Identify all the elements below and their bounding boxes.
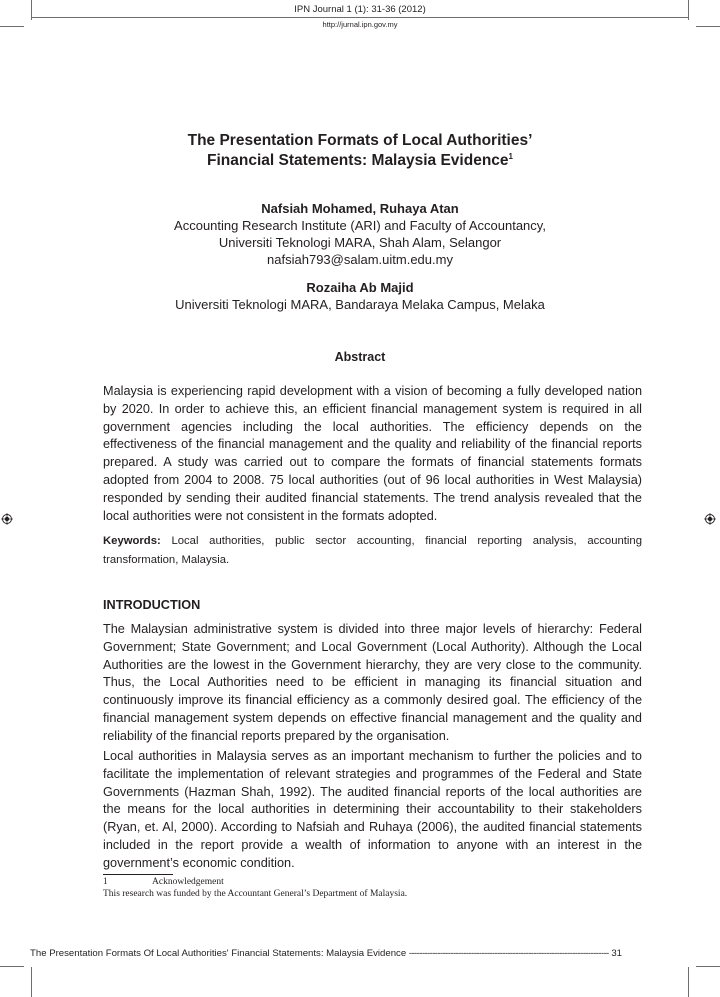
abstract-heading: Abstract [334, 350, 386, 364]
keywords-text: Local authorities, public sector accounting, financial reporting analysis, accounting transformation, Malaysia. [103, 535, 642, 566]
registration-mark-left-icon [1, 513, 13, 525]
title-line-1: The Presentation Formats of Local Authorities’ [187, 132, 533, 149]
footer-running-title: The Presentation Formats Of Local Authorities' Financial Statements: Malaysia Evidence [30, 948, 407, 959]
introduction-paragraph-2: Local authorities in Malaysia serves as an important mechanism to further the policies and to facilitate the implementation of relevant strategies and programmes of the Federal and State Governments (Hazman Shah, 1992). The audited financial reports of the local authorities are the means for the local authorities in determining their accountability to their stakeholders (Ryan, et. Al, 2000). According to Nafsiah and Ruhaya (2006), the audited financial statements included in the report provide a wealth of information to anyone with an interest in the government’s economic condition. [103, 749, 642, 870]
introduction-heading: INTRODUCTION [103, 598, 201, 612]
page-footer [30, 948, 692, 959]
keywords-label: Keywords: [103, 535, 161, 547]
footer-leader: ----------------------------------------------------------------------------- [408, 948, 609, 959]
article-title [0, 131, 720, 171]
affiliation-2: Universiti Teknologi MARA, Bandaraya Melaka Campus, Melaka [175, 297, 545, 312]
title-line-2: Financial Statements: Malaysia Evidence$^1$ [207, 151, 513, 169]
author-email[interactable]: nafsiah793@salam.uitm.edu.my [267, 252, 453, 267]
crop-mark-bottom-left-vertical [31, 967, 32, 997]
introduction-paragraph-1: The Malaysian administrative system is divided into three major levels of hierarchy: Federal Government; State Government; and Local Government (Local Authority). Although the Local Authorities are the lowest in the Government hierarchy, they are very close to the community. Thus, the Local Authorities need to be efficient in managing its financial situation and continuously improve its financial efficiency as a commonly desired goal. The efficiency of the financial management system depends on effective financial management and the quality and reliability of the financial reports prepared by the organisation. [103, 622, 642, 743]
footnote-heading: Acknowledgement [152, 877, 224, 887]
journal-url: http://jurnal.ipn.gov.my [322, 20, 398, 29]
page-number: 31 [611, 948, 622, 959]
journal-reference: IPN Journal 1 (1): 31-36 (2012) [294, 4, 426, 15]
affiliation-1-line-1: Accounting Research Institute (ARI) and Faculty of Accountancy, [174, 218, 546, 233]
footnote-number: 1 [103, 877, 108, 887]
authors-names-1: Nafsiah Mohamed, Ruhaya Atan [261, 201, 459, 216]
crop-mark-bottom-right-vertical [688, 967, 689, 997]
author-block-1 [0, 200, 720, 268]
footnote-text: This research was funded by the Accountant General’s Department of Malaysia. [103, 889, 408, 899]
footnote [103, 876, 407, 900]
crop-mark-bottom-left-horizontal [0, 966, 24, 967]
footnote-rule [103, 874, 173, 875]
registration-mark-right-icon [704, 513, 716, 525]
title-footnote-mark: 1 [508, 151, 513, 161]
header-rule [31, 17, 689, 18]
keywords [103, 532, 642, 570]
affiliation-1-line-2: Universiti Teknologi MARA, Shah Alam, Selangor [218, 235, 502, 250]
abstract-text: Malaysia is experiencing rapid development with a vision of becoming a fully developed nation by 2020. In order to achieve this, an efficient financial management system is required in all government agencies including the local authorities. The efficiency depends on the effectiveness of the financial management and the quality and reliability of the financial reports prepared. A study was carried out to compare the formats of financial statements formats adopted from 2004 to 2008. 75 local authorities (out of 96 local authorities in West Malaysia) responded by sending their audited financial statements. The trend analysis revealed that the local authorities were not consistent in the formats adopted. [103, 384, 642, 523]
author-block-2 [0, 279, 720, 313]
crop-mark-bottom-right-horizontal [696, 966, 720, 967]
authors-names-2: Rozaiha Ab Majid [306, 280, 414, 295]
